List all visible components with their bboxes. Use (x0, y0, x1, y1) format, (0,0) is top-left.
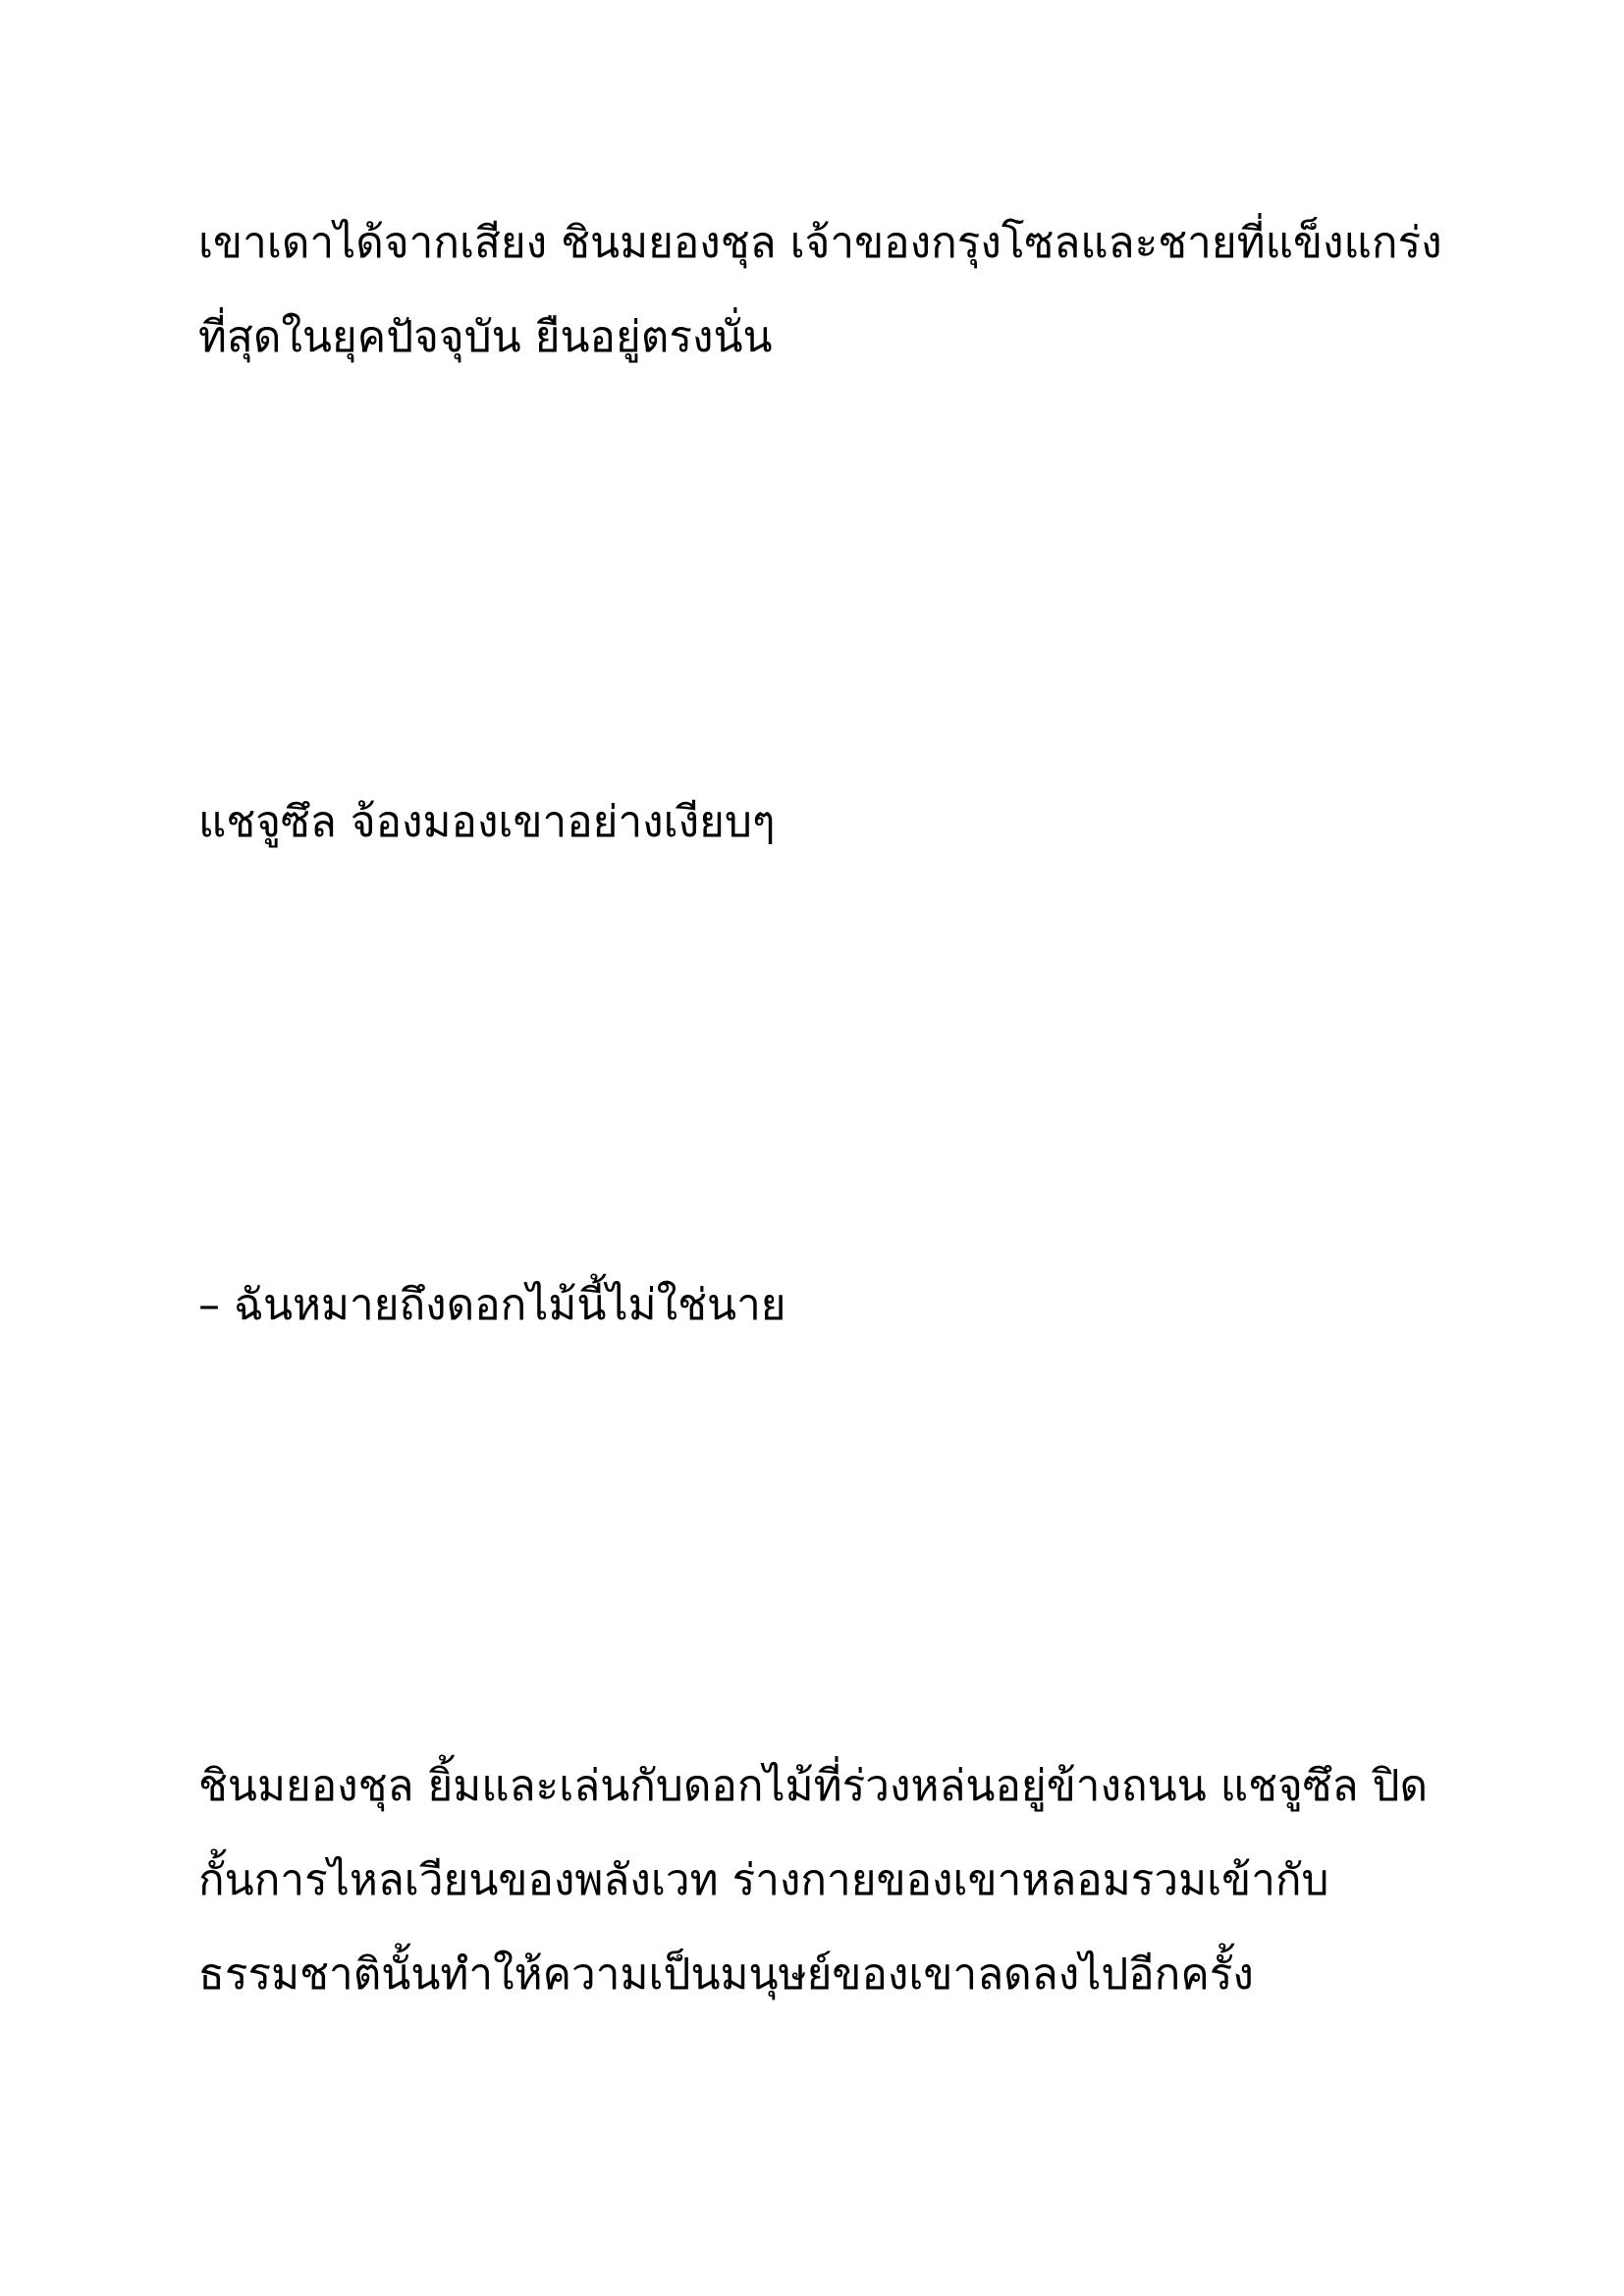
text-line: – ฉันหมายถึงดอกไม้นี้ไม่ใช่นาย (198, 1280, 786, 1330)
text-line: ธรรมชาตินั้นทำให้ความเป็นมนุษย์ของเขาลดลงไปอีกครั้ง (198, 1949, 1254, 2000)
text-line: แชจูซึล จ้องมองเขาอย่างเงียบๆ (198, 797, 776, 847)
text-line: ที่สุดในยุคปัจจุบัน ยืนอยู่ตรงนั่น (198, 312, 773, 362)
paragraph-1 (198, 196, 1442, 385)
text-line: กั้นการไหลเวียนของพลังเวท ร่างกายของเขาหลอมรวมเข้ากับ (198, 1855, 1329, 1905)
paragraph-2 (198, 775, 1435, 870)
dialogue-line (198, 1258, 1435, 1353)
text-line: ชินมยองชุล ยิ้มและเล่นกับดอกไม้ที่ร่วงหล่นอยู่ข้างถนน แชจูซึล ปิด (198, 1761, 1429, 1811)
text-line: เขาเดาได้จากเสียง ชินมยองชุล เจ้าของกรุงโซลและชายที่แข็งแกร่ง (198, 218, 1442, 268)
paragraph-4 (198, 1739, 1435, 2022)
